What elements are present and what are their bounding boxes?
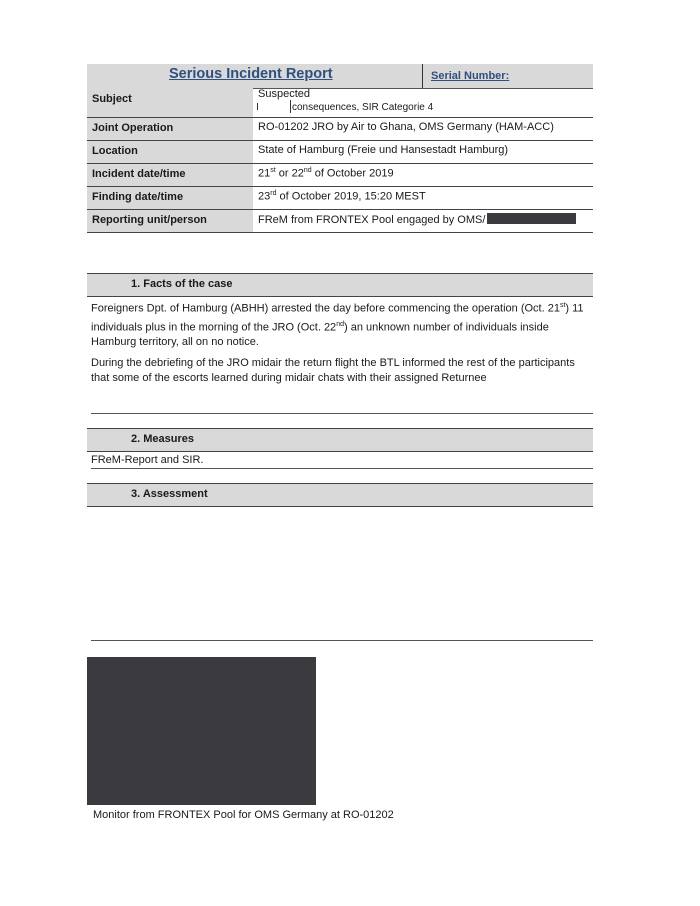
incident-day-2: or 22 (275, 167, 304, 180)
facts-p1-part-a: Foreigners Dpt. of Hamburg (ABHH) arrested the day before commencing the operation (Oct. 21 (91, 302, 560, 315)
joint-operation-value: RO-01202 JRO by Air to Ghana, OMS Germany (HAM-ACC) (258, 121, 554, 133)
finding-day: 23 (258, 190, 271, 203)
incident-sup-2: nd (303, 167, 312, 174)
finding-date-label: Finding date/time (87, 187, 253, 209)
report-header (87, 64, 593, 89)
assessment-heading: 3. Assessment (131, 488, 208, 500)
text-cursor-mark-2 (290, 100, 291, 113)
row-reporting-unit (87, 210, 593, 233)
measures-heading: 2. Measures (131, 433, 194, 445)
incident-month-year: of October 2019 (311, 167, 394, 180)
row-joint-operation (87, 118, 593, 141)
row-incident-date (87, 164, 593, 187)
serial-number-label: Serial Number: (431, 70, 510, 82)
finding-date-value (258, 190, 426, 203)
finding-rest: of October 2019, 15:20 MEST (276, 190, 426, 203)
incident-date-label: Incident date/time (87, 164, 253, 186)
facts-p1-part-c: ) an unknown number of individuals inside Hamburg territory, all on no notice. (91, 321, 549, 349)
report-title: Serious Incident Report (169, 66, 333, 82)
row-subject (87, 88, 593, 118)
facts-heading: 1. Facts of the case (131, 278, 233, 290)
incident-day-1: 21 (258, 167, 271, 180)
incident-info-table (87, 88, 593, 233)
row-finding-date (87, 187, 593, 210)
reporting-unit-text: FReM from FRONTEX Pool engaged by OMS/ (258, 214, 486, 226)
reporting-unit-value (258, 213, 576, 226)
subject-value-line1: Suspected (258, 88, 310, 100)
monitor-caption: Monitor from FRONTEX Pool for OMS Germany at RO-01202 (93, 809, 394, 821)
location-label: Location (87, 141, 253, 163)
measures-text: FReM-Report and SIR. (91, 454, 204, 466)
subject-value-line2: consequences, SIR Categorie 4 (292, 102, 434, 113)
location-value: State of Hamburg (Freie und Hansestadt Hamburg) (258, 144, 509, 156)
header-divider (422, 64, 423, 88)
facts-p1-sup-2: nd (336, 320, 344, 328)
joint-operation-label: Joint Operation (87, 118, 253, 140)
divider-line (91, 640, 593, 641)
facts-paragraph-1 (91, 298, 596, 350)
redaction-box-inline (487, 213, 576, 224)
facts-p1-part-b: ) 11 individuals plus in the morning of the JRO (Oct. 22 (91, 302, 584, 334)
incident-date-value (258, 167, 394, 180)
row-location (87, 141, 593, 164)
incident-sup-1: st (270, 167, 276, 174)
divider-line (91, 413, 593, 414)
section-facts (87, 273, 593, 297)
facts-p1-sup-1: st (559, 302, 566, 309)
divider-line (91, 468, 593, 469)
subject-label: Subject (87, 88, 253, 117)
reporting-unit-label: Reporting unit/person (87, 210, 253, 232)
redaction-box-signature (87, 657, 316, 805)
finding-sup: rd (270, 190, 277, 197)
section-measures (87, 428, 593, 452)
facts-paragraph-2: During the debriefing of the JRO midair the return flight the BTL informed the rest of the participants that some of the escorts learned during midair chats with their assigned Returnee (91, 357, 575, 384)
text-cursor-mark (257, 103, 258, 110)
section-assessment (87, 483, 593, 507)
